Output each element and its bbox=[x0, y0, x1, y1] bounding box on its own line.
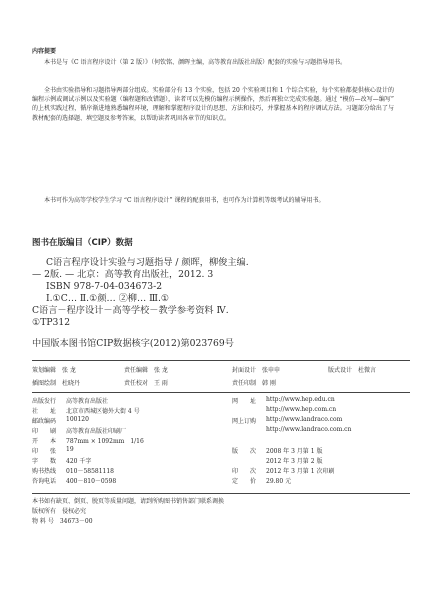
item-number: 物 料 号 34673－00 bbox=[32, 518, 93, 525]
pub-label: 印 次 bbox=[232, 468, 257, 475]
pub-value: 010－58581118 bbox=[66, 468, 114, 475]
pub-value: 100120 bbox=[66, 416, 89, 423]
pub-label: 定 价 bbox=[232, 478, 257, 485]
pub-label: 出版发行 bbox=[32, 398, 57, 405]
pub-label: 开 本 bbox=[32, 438, 57, 445]
summary-paragraph-1: 本书是与《C 语言程序设计（第 2 版）》（何钦铭、颜晖主编，高等教育出版社出版）配套的实验与习题指导用书。 bbox=[44, 59, 347, 66]
cip-heading: 图书在版编目（CIP）数据 bbox=[32, 238, 133, 248]
website-link: http://www.hep.com.cn bbox=[266, 406, 337, 413]
pub-value: 高等教育出版社 bbox=[66, 398, 109, 405]
pub-value: 420 千字 bbox=[66, 458, 92, 465]
pub-label: 社 址 bbox=[32, 408, 57, 415]
cip-line-tp: ①TP312 bbox=[32, 317, 71, 328]
divider-top bbox=[32, 360, 410, 361]
editor-label: 封面设计 bbox=[232, 367, 257, 374]
pub-label: 印 张 bbox=[32, 448, 57, 455]
website-link: http://www.hep.edu.cn bbox=[266, 396, 335, 403]
pub-value: 400－810－0598 bbox=[66, 478, 117, 485]
editor-value: 韩 刚 bbox=[262, 380, 276, 387]
cip-line-subject: C语言－程序设计－高等学校－教学参考资料 Ⅳ. bbox=[32, 305, 229, 316]
pub-value: 2008 年 3 月第 1 版 bbox=[266, 448, 323, 455]
publication-left bbox=[32, 396, 232, 488]
editors-row-2 bbox=[32, 378, 410, 388]
divider-bottom bbox=[32, 493, 410, 494]
editor-label: 责任校对 bbox=[124, 380, 149, 387]
summary-paragraph-2: 全书由实验指导和习题指导两部分组成。实验部分有 13 个实验，包括 20 个实验项目和 1 个综合实验，每个实验都提供核心设计的编程示例或调试示例以及实验题（编程题和改错题），读者可以先模仿编程示例操作，然后再独立完成实验题。通过 “模仿—改写—编写” 的上机实践过程，循序渐进地熟悉编程环境，理解和掌握程序设计的思想、方法和技巧，并掌握基本的程序调试方法。习题部分给出了与教材配套的选择题、填空题及参考答案，以帮助读者巩固各章节的知识点。 bbox=[32, 87, 394, 122]
pub-value: 2012 年 3 月第 1 次印刷 bbox=[266, 468, 335, 475]
cip-line-edition: — 2版. — 北京：高等教育出版社，2012. 3 bbox=[32, 269, 214, 280]
editor-label: 责任印制 bbox=[232, 380, 257, 387]
cip-line-isbn: ISBN 978-7-04-034673-2 bbox=[46, 281, 163, 292]
order-link: http://www.landraco.com bbox=[266, 416, 343, 423]
pub-label: 网上订购 bbox=[232, 418, 257, 425]
editor-value: 王 雨 bbox=[154, 380, 168, 387]
summary-heading: 内容提要 bbox=[32, 48, 57, 55]
editor-value: 张申申 bbox=[262, 367, 281, 374]
pub-label: 版 次 bbox=[232, 448, 257, 455]
publication-right bbox=[232, 396, 410, 488]
pub-label: 邮政编码 bbox=[32, 418, 57, 425]
pub-value: 2012 年 3 月第 2 版 bbox=[266, 458, 323, 465]
order-link: http://www.landraco.com.cn bbox=[266, 426, 352, 433]
editor-value: 张 龙 bbox=[154, 367, 168, 374]
pub-label: 网 址 bbox=[232, 398, 257, 405]
editor-label: 策划编辑 bbox=[32, 367, 57, 374]
editor-label: 版式设计 bbox=[328, 367, 353, 374]
editor-label: 责任编辑 bbox=[124, 367, 149, 374]
pub-label: 字 数 bbox=[32, 458, 57, 465]
summary-paragraph-3: 本书可作为高等学校学生学习 “C 语言程序设计” 课程的配套用书，也可作为计算机等级考试的辅导用书。 bbox=[44, 197, 325, 204]
rights-notice: 版权所有 侵权必究 bbox=[32, 508, 87, 515]
quality-notice: 本书如有缺页、倒页、脱页等质量问题，请到所购图书销售部门联系调换 bbox=[32, 498, 225, 505]
cip-record-number: 中国版本图书馆CIP数据核字(2012)第023769号 bbox=[32, 338, 234, 349]
pub-value: 高等教育出版社印刷厂 bbox=[66, 428, 127, 435]
pub-value: 787mm × 1092mm 1/16 bbox=[66, 438, 144, 445]
cip-line-title: C语言程序设计实验与习题指导 / 颜晖，柳俊主编. bbox=[46, 257, 249, 268]
price-value: 29.80 元 bbox=[266, 478, 292, 485]
editor-label: 插图绘制 bbox=[32, 380, 57, 387]
pub-label: 购书热线 bbox=[32, 468, 57, 475]
editor-value: 张 龙 bbox=[62, 367, 76, 374]
pub-value: 19 bbox=[66, 446, 74, 453]
pub-label: 印 刷 bbox=[32, 428, 57, 435]
pub-label: 咨询电话 bbox=[32, 478, 57, 485]
editor-value: 杜微言 bbox=[358, 367, 377, 374]
cip-line-classification: Ⅰ.①C… Ⅱ.①颜… ②柳… Ⅲ.① bbox=[46, 293, 170, 304]
editor-value: 杜晓丹 bbox=[62, 380, 81, 387]
editors-row-1 bbox=[32, 365, 410, 375]
pub-value: 北京市西城区德外大街 4 号 bbox=[66, 408, 140, 415]
divider-middle bbox=[32, 392, 410, 393]
